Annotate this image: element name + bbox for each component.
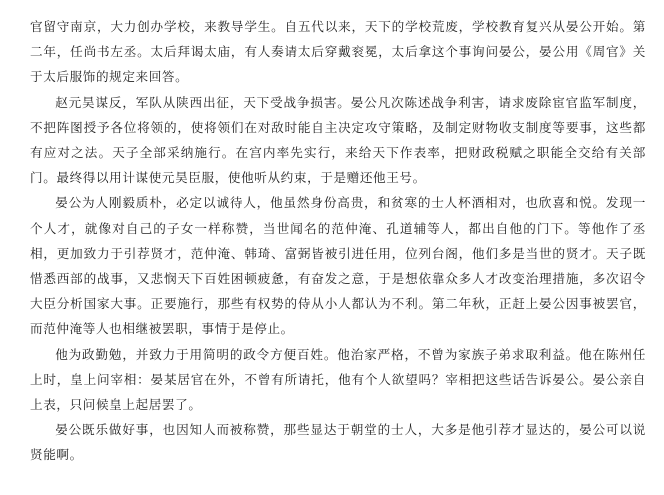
paragraph-2: 赵元昊谋反，军队从陕西出征，天下受战争损害。晏公凡次陈述战争利害，请求废除宦官监军制度，不把阵图授予各位将领的，使将领们在对敌时能自主决定攻守策略，及制定财物收支制度等要事，这些都有应对之法。天子全部采纳施行。在宫内率先实行，来给天下作表率，把财政税赋之职能全交给有关部门。最终得以用计谋使元昊臣服，使他听从约束，于是赠还他王号。 xyxy=(30,94,646,186)
document-body xyxy=(30,14,646,468)
paragraph-5: 晏公既乐做好事，也因知人而被称赞，那些显达于朝堂的士人，大多是他引荐才显达的，晏公可以说贤能啊。 xyxy=(30,422,646,463)
paragraph-3: 晏公为人刚毅质朴，必定以诚待人，他虽然身份高贵，和贫寒的士人杯酒相对，也欣喜和悦。发现一个人才，就像对自己的子女一样称赞，当世闻名的范仲淹、孔道辅等人，都出自他的门下。等他作了丞相，更加致力于引荐贤才，范仲淹、韩琦、富弼皆被引进任用，位列台阁，他们多是当世的贤才。天子既惜悉西部的战事，又悲悯天下百姓困顿疲惫，有奋发之意，于是想依靠众多人才改变治理措施，多次诏令大臣分析国家大事。正要施行，那些有权势的侍从小人都认为不利。第二年秋，正赶上晏公因事被罢官，而范仲淹等人也相继被罢职，事情于是停止。 xyxy=(30,195,646,337)
paragraph-4: 他为政勤勉，并致力于用简明的政令方便百姓。他治家严格，不曾为家族子弟求取利益。他在陈州任上时，皇上问宰相：晏某居官在外，不曾有所请托，他有个人欲望吗？宰相把这些话告诉晏公。晏公亲自上表，只问候皇上起居罢了。 xyxy=(30,346,646,413)
paragraph-1: 官留守南京，大力创办学校，来教导学生。自五代以来，天下的学校荒废，学校教育复兴从晏公开始。第二年，任尚书左丞。太后拜谒太庙，有人奏请太后穿戴衮冕，太后拿这个事询问晏公，晏公用《周官》关于太后服饰的规定来回答。 xyxy=(30,19,646,85)
